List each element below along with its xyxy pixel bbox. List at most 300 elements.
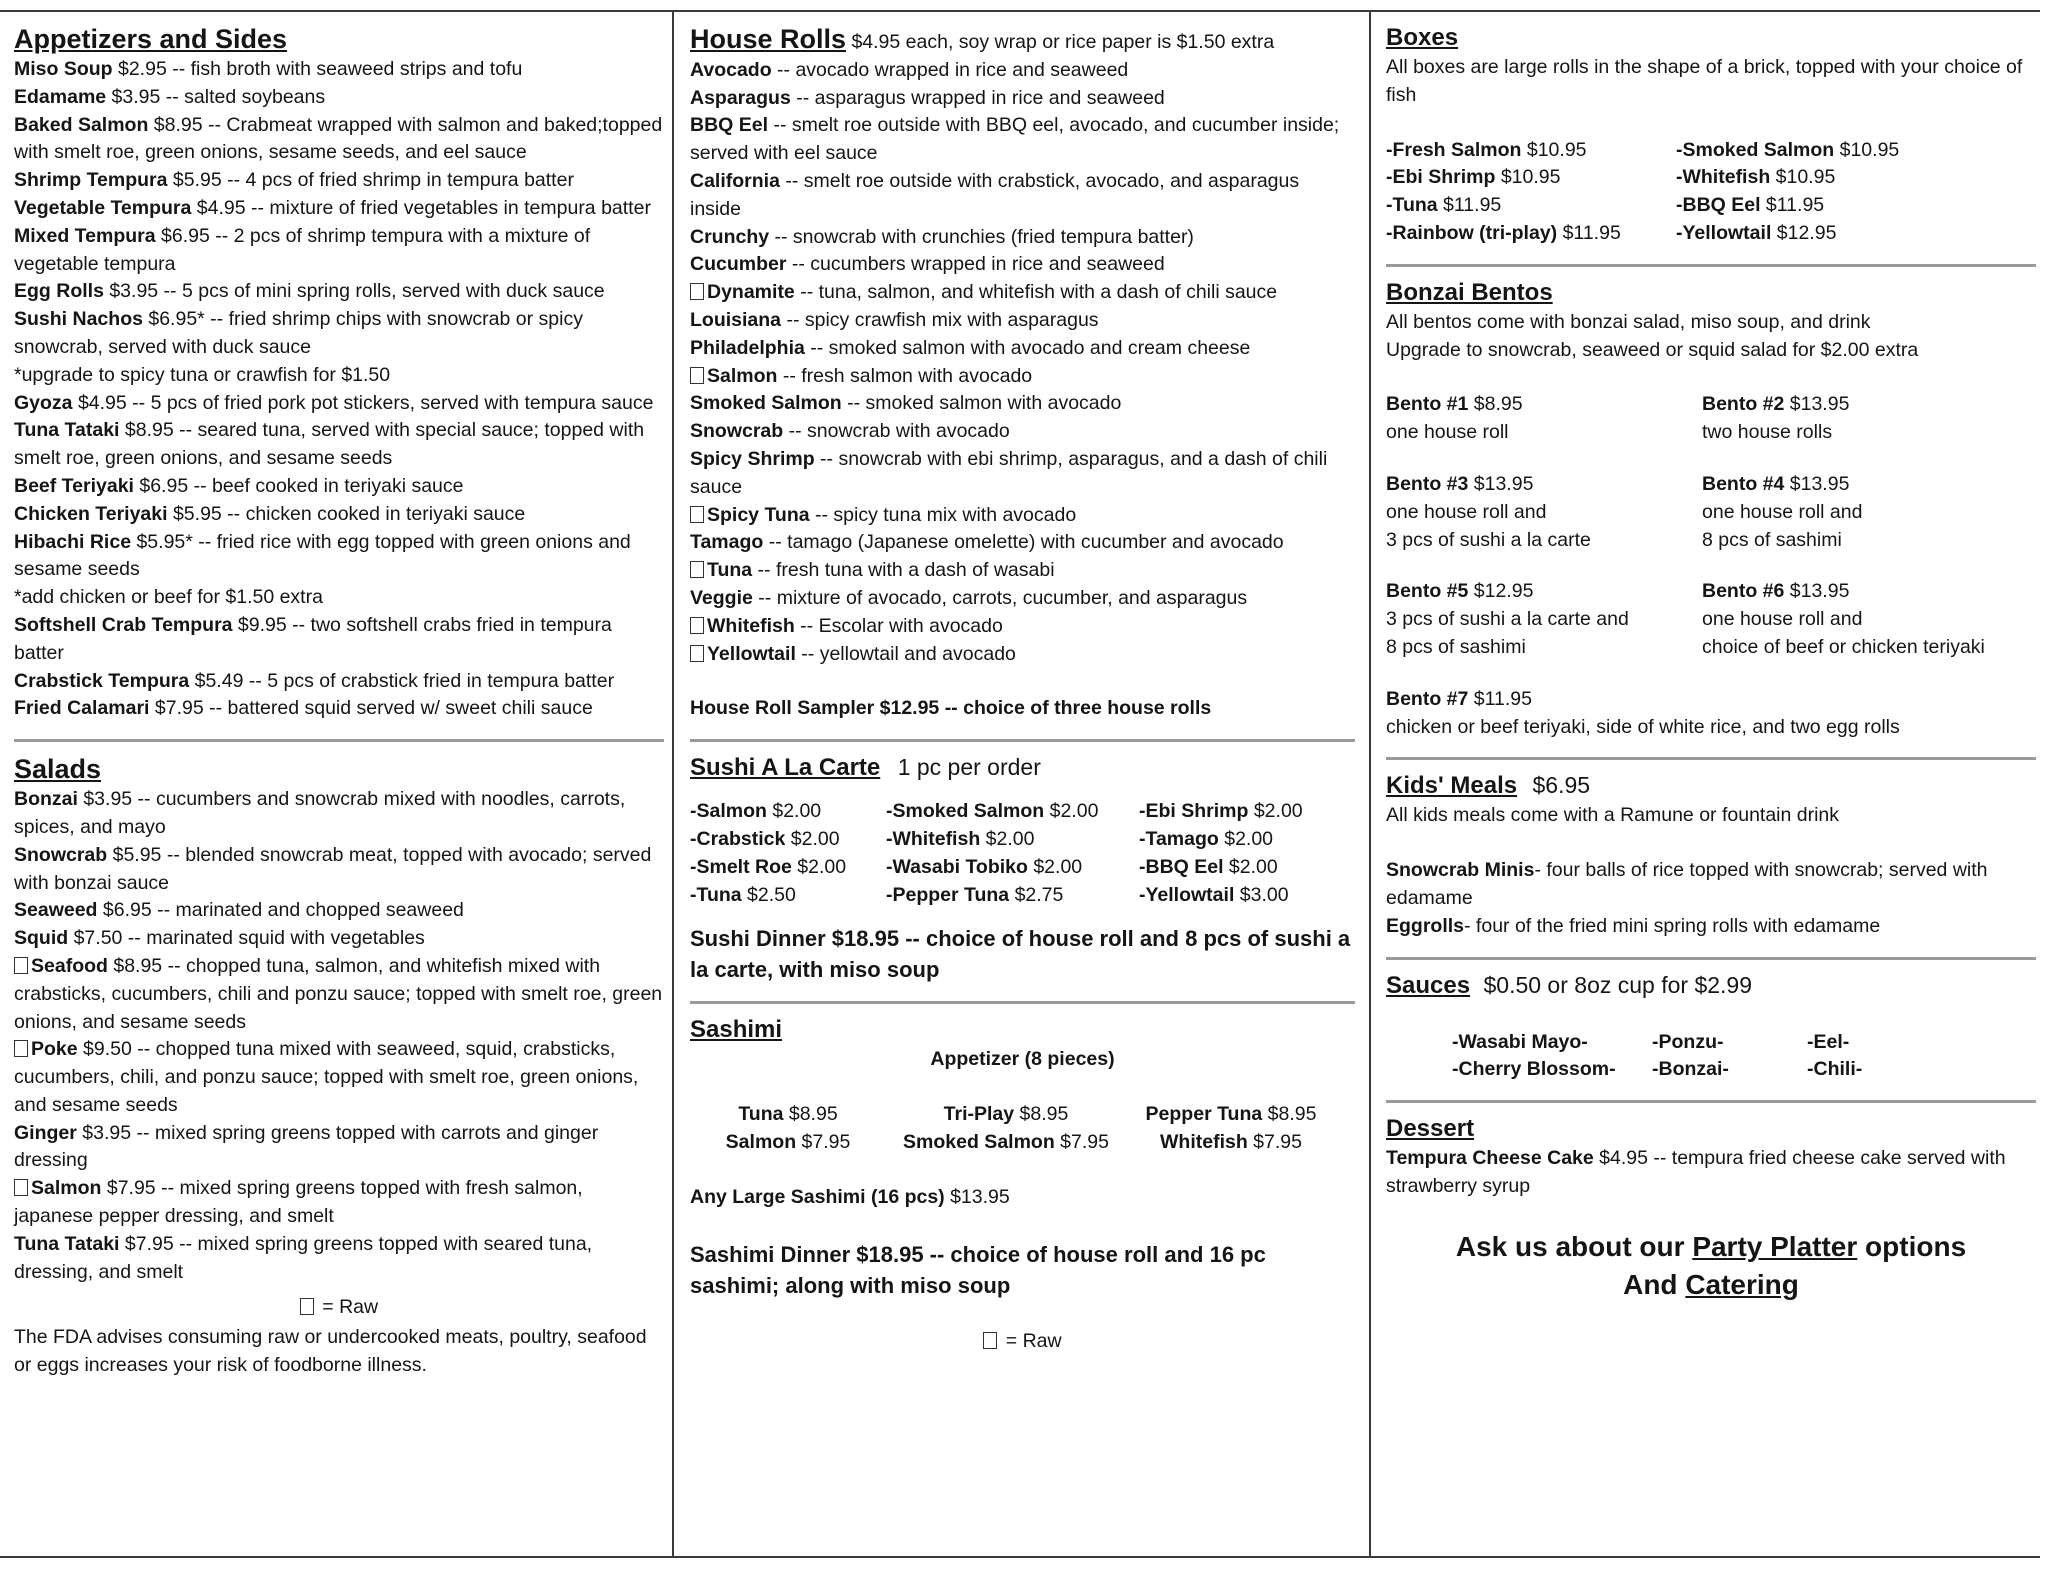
sashimi-item xyxy=(690,1129,886,1157)
item-description: $8.95 -- chopped tuna, salmon, and whitefish mixed with crabsticks, cucumbers, chili and ponzu sauce; topped with smelt roe, green onions, and sesame seeds xyxy=(14,954,663,1033)
right-column xyxy=(1386,22,2036,1304)
house-roll-item xyxy=(690,446,1355,502)
sashimi-item xyxy=(1126,1101,1336,1129)
item-name: Tuna Tataki xyxy=(14,419,120,442)
house-roll-item xyxy=(690,335,1355,363)
item-description: -- spicy crawfish mix with asparagus xyxy=(781,308,1099,331)
column-divider-left xyxy=(672,10,674,1556)
item-name: Bonzai xyxy=(14,788,78,811)
bento-7-price: $11.95 xyxy=(1468,687,1532,710)
appetizer-item xyxy=(14,584,664,612)
item-price: $2.75 xyxy=(1009,883,1064,906)
kids-meal-item xyxy=(1386,913,2036,941)
item-name: -BBQ Eel xyxy=(1676,194,1761,217)
item-price: $7.95 xyxy=(796,1130,851,1153)
item-name: -Rainbow (tri-play) xyxy=(1386,221,1558,244)
item-name: Poke xyxy=(31,1038,78,1061)
sashimi-dinner: Sashimi Dinner $18.95 -- choice of house roll and 16 pc sashimi; along with miso soup xyxy=(690,1241,1266,1298)
item-price: $3.00 xyxy=(1234,883,1289,906)
dessert-name: Tempura Cheese Cake xyxy=(1386,1147,1594,1170)
item-description: $8.95 -- seared tuna, served with special sauce; topped with smelt roe, green onions, and sesame seeds xyxy=(14,419,645,470)
item-name: Sushi Nachos xyxy=(14,308,143,331)
item-description: -- snowcrab with crunchies (fried tempura batter) xyxy=(769,225,1194,248)
item-name: Seafood xyxy=(31,954,108,977)
kids-description: All kids meals come with a Ramune or fountain drink xyxy=(1386,804,1840,827)
item-price: $10.95 xyxy=(1521,138,1587,161)
item-name: -Pepper Tuna xyxy=(886,883,1010,906)
section-divider xyxy=(690,1001,1355,1004)
kids-meal-item xyxy=(1386,857,2036,913)
salad-item xyxy=(14,1175,664,1231)
item-description: $4.95 -- 5 pcs of fried pork pot stickers, served with tempura sauce xyxy=(72,391,654,414)
bento-name: Bento #2 xyxy=(1702,393,1785,416)
bentos-description-1: All bentos come with bonzai salad, miso soup, and drink xyxy=(1386,310,1871,333)
item-name: Snowcrab Minis xyxy=(1386,859,1535,882)
item-description: -- smoked salmon with avocado and cream cheese xyxy=(804,336,1251,359)
sauce-grid xyxy=(1452,1029,2036,1085)
middle-column xyxy=(690,22,1355,1355)
party-platter-callout xyxy=(1386,1228,2036,1304)
raw-symbol-icon xyxy=(690,283,704,300)
house-roll-item xyxy=(690,363,1355,391)
sauce-item: -Bonzai- xyxy=(1652,1058,1729,1081)
item-name: Beef Teriyaki xyxy=(14,474,134,497)
item-description: -- cucumbers wrapped in rice and seaweed xyxy=(786,253,1165,276)
item-price: $2.00 xyxy=(980,827,1035,850)
item-name: Edamame xyxy=(14,85,107,108)
sashimi-item xyxy=(690,1101,886,1129)
bentos-description-2: Upgrade to snowcrab, seaweed or squid salad for $2.00 extra xyxy=(1386,338,1919,361)
item-name: -Smoked Salmon xyxy=(886,800,1045,823)
section-divider xyxy=(1386,957,2036,960)
alacarte-item xyxy=(1139,854,1339,882)
house-roll-item xyxy=(690,112,1355,168)
item-name: Salmon xyxy=(707,364,778,387)
item-description: $7.95 -- mixed spring greens topped with seared tuna, dressing, and smelt xyxy=(14,1232,593,1283)
appetizer-item xyxy=(14,278,664,306)
house-roll-item xyxy=(690,279,1355,307)
box-item xyxy=(1386,220,1676,248)
bento-item xyxy=(1386,471,1702,554)
bento-7-description: chicken or beef teriyaki, side of white rice, and two egg rolls xyxy=(1386,715,1900,738)
item-name: Baked Salmon xyxy=(14,113,149,136)
sashimi-title: Sashimi xyxy=(690,1016,783,1044)
dessert-desc: $4.95 -- tempura fried cheese cake served with strawberry syrup xyxy=(1386,1147,2006,1197)
appetizer-item xyxy=(14,167,664,195)
sauces-title: Sauces xyxy=(1386,971,1471,999)
item-price: $10.95 xyxy=(1495,166,1561,189)
raw-legend xyxy=(690,1328,1355,1356)
house-roll-item xyxy=(690,57,1355,85)
item-description: -- mixture of avocado, carrots, cucumber, and asparagus xyxy=(752,586,1248,609)
item-name: Hibachi Rice xyxy=(14,530,132,553)
item-price: $10.95 xyxy=(1834,138,1900,161)
appetizer-item xyxy=(14,417,664,473)
item-name: Whitefish xyxy=(707,614,795,637)
item-name: Miso Soup xyxy=(14,58,113,80)
item-name: BBQ Eel xyxy=(690,114,769,137)
item-price: $2.00 xyxy=(1027,855,1083,878)
raw-symbol-icon xyxy=(690,506,704,523)
raw-symbol-icon xyxy=(14,1040,28,1057)
item-name: Philadelphia xyxy=(690,336,805,359)
item-name: -Tamago xyxy=(1139,827,1219,850)
item-name: -BBQ Eel xyxy=(1139,855,1224,878)
dessert-item xyxy=(1386,1145,2036,1201)
bento-grid xyxy=(1386,391,2036,661)
appetizer-list xyxy=(14,56,664,723)
item-price: $8.95 xyxy=(783,1103,838,1126)
section-divider xyxy=(690,739,1355,742)
item-name: -Yellowtail xyxy=(1139,883,1235,906)
house-roll-item xyxy=(690,390,1355,418)
item-description: -- smelt roe outside with BBQ eel, avocado, and cucumber inside; served with eel sauce xyxy=(690,114,1340,165)
appetizer-item xyxy=(14,223,664,279)
bento-line-2: 3 pcs of sushi a la carte xyxy=(1386,528,1591,551)
box-item xyxy=(1676,192,1966,220)
bento-name: Bento #5 xyxy=(1386,580,1469,603)
appetizer-item xyxy=(14,112,664,168)
sashimi-item xyxy=(886,1101,1126,1129)
item-name: -Fresh Salmon xyxy=(1386,138,1522,161)
bento-name: Bento #6 xyxy=(1702,580,1785,603)
alacarte-item xyxy=(1139,826,1339,854)
item-description: $9.95 -- two softshell crabs fried in tempura batter xyxy=(14,613,612,664)
bento-name: Bento #3 xyxy=(1386,472,1469,495)
item-price: $11.95 xyxy=(1760,194,1825,217)
bento-header xyxy=(1386,471,1702,499)
item-name: Chicken Teriyaki xyxy=(14,502,168,525)
section-divider xyxy=(1386,264,2036,267)
alacarte-item xyxy=(886,854,1139,882)
kids-price: $6.95 xyxy=(1532,772,1591,799)
item-price: $12.95 xyxy=(1771,221,1837,244)
item-description: $5.95 -- blended snowcrab meat, topped with avocado; served with bonzai sauce xyxy=(14,843,652,894)
bento-item xyxy=(1702,578,2032,661)
bento-line-1: one house roll and xyxy=(1386,500,1547,523)
item-description: $5.95 -- 4 pcs of fried shrimp in tempura batter xyxy=(167,169,574,192)
house-roll-item xyxy=(690,641,1355,669)
item-description: -- tamago (Japanese omelette) with cucumber and avocado xyxy=(763,531,1284,554)
raw-symbol-icon xyxy=(690,617,704,634)
item-price: $11.95 xyxy=(1437,194,1502,217)
house-roll-item xyxy=(690,502,1355,530)
item-name: Louisiana xyxy=(690,308,782,331)
bento-header xyxy=(1702,471,2032,499)
house-roll-item xyxy=(690,85,1355,113)
bento-header xyxy=(1386,391,1702,419)
raw-symbol-icon xyxy=(690,561,704,578)
left-column xyxy=(14,22,664,1380)
bento-line-1: two house rolls xyxy=(1702,421,1833,444)
salad-item xyxy=(14,897,664,925)
large-sashimi xyxy=(690,1184,1355,1212)
large-sashimi-price: $13.95 xyxy=(944,1185,1010,1208)
item-price: $7.95 xyxy=(1054,1130,1109,1153)
bento-price: $13.95 xyxy=(1468,472,1534,495)
sauce-item: -Wasabi Mayo- xyxy=(1452,1030,1588,1053)
item-price: $7.95 xyxy=(1247,1130,1302,1153)
item-name: -Ebi Shrimp xyxy=(1386,166,1496,189)
item-description: $4.95 -- mixture of fried vegetables in tempura batter xyxy=(191,196,651,219)
appetizer-item xyxy=(14,306,664,362)
item-description: -- smelt roe outside with crabstick, avocado, and asparagus inside xyxy=(690,169,1300,220)
item-description: $6.95 -- beef cooked in teriyaki sauce xyxy=(133,474,464,497)
item-name: Asparagus xyxy=(690,86,791,109)
item-description: $8.95 -- Crabmeat wrapped with salmon and baked;topped with smelt roe, green onions, sesame seeds, and eel sauce xyxy=(14,113,663,164)
bento-header xyxy=(1386,578,1702,606)
alacarte-item xyxy=(1139,882,1339,910)
item-name: Ginger xyxy=(14,1121,77,1144)
box-item xyxy=(1676,137,1966,165)
item-description: $7.95 -- battered squid served w/ sweet chili sauce xyxy=(149,697,593,720)
item-name: Shrimp Tempura xyxy=(14,169,168,192)
item-description: -- tuna, salmon, and whitefish with a dash of chili sauce xyxy=(794,281,1278,304)
sauce-item: -Eel- xyxy=(1807,1030,1850,1053)
alacarte-item xyxy=(886,826,1139,854)
appetizer-item xyxy=(14,56,664,84)
item-name: Egg Rolls xyxy=(14,280,104,303)
item-name: -Wasabi Tobiko xyxy=(886,855,1028,878)
item-name: Smoked Salmon xyxy=(903,1130,1055,1153)
sauce-item: -Ponzu- xyxy=(1652,1030,1724,1053)
item-name: Tamago xyxy=(690,531,764,554)
house-roll-item xyxy=(690,529,1355,557)
item-price: $2.00 xyxy=(785,827,840,850)
bottom-border xyxy=(0,1556,2040,1558)
bento-item xyxy=(1386,391,1702,447)
item-name: -Ebi Shrimp xyxy=(1139,800,1249,823)
bento-line-1: one house roll and xyxy=(1702,608,1863,631)
sauces-header xyxy=(1386,970,2036,1002)
fda-warning: The FDA advises consuming raw or undercooked meats, poultry, seafood or eggs increases your risk of foodborne illness. xyxy=(14,1326,647,1377)
item-description: -- fresh tuna with a dash of wasabi xyxy=(752,559,1055,582)
item-name: Cucumber xyxy=(690,253,787,276)
item-name: Spicy Tuna xyxy=(707,503,810,526)
bento-header xyxy=(1702,391,2032,419)
item-description: -- asparagus wrapped in rice and seaweed xyxy=(790,86,1165,109)
salad-item xyxy=(14,786,664,842)
sauce-item: -Cherry Blossom- xyxy=(1452,1058,1616,1081)
house-roll-item xyxy=(690,224,1355,252)
appetizer-item xyxy=(14,501,664,529)
alacarte-item xyxy=(1139,798,1339,826)
top-border xyxy=(0,10,2040,12)
salad-item xyxy=(14,953,664,1036)
box-item xyxy=(1676,164,1966,192)
bento-line-1: 3 pcs of sushi a la carte and xyxy=(1386,608,1629,631)
house-roll-item xyxy=(690,168,1355,224)
item-price: $10.95 xyxy=(1770,166,1836,189)
bento-price: $13.95 xyxy=(1784,580,1850,603)
bento-item xyxy=(1702,391,2032,447)
raw-symbol-icon xyxy=(14,957,28,974)
bento-line-2: 8 pcs of sashimi xyxy=(1702,528,1842,551)
appetizer-item xyxy=(14,195,664,223)
house-roll-sampler: House Roll Sampler $12.95 -- choice of three house rolls xyxy=(690,697,1212,720)
item-description: - four balls of rice topped with snowcrab; served with edamame xyxy=(1386,859,1988,909)
salad-item xyxy=(14,925,664,953)
alacarte-subtitle: 1 pc per order xyxy=(897,754,1041,781)
bento-price: $8.95 xyxy=(1468,393,1523,416)
appetizer-item xyxy=(14,390,664,418)
sushi-dinner: Sushi Dinner $18.95 -- choice of house roll and 8 pcs of sushi a la carte, with miso soup xyxy=(690,926,1351,983)
boxes-grid xyxy=(1386,137,2036,248)
item-name: -Smelt Roe xyxy=(690,855,792,878)
item-description: $5.95* -- fried rice with egg topped with green onions and sesame seeds xyxy=(14,530,631,581)
boxes-description: All boxes are large rolls in the shape of a brick, topped with your choice of fish xyxy=(1386,56,2023,106)
section-divider xyxy=(1386,1100,2036,1103)
alacarte-header xyxy=(690,752,1355,784)
party-platter-link: Party Platter xyxy=(1692,1230,1858,1262)
item-description: $9.50 -- chopped tuna mixed with seaweed, squid, crabsticks, cucumbers, chili, and ponzu sauce; topped with smelt roe, green onions, and sesame seeds xyxy=(14,1038,639,1116)
sashimi-item xyxy=(886,1129,1126,1157)
item-description: $2.95 -- fish broth with seaweed strips and tofu xyxy=(112,58,523,80)
raw-legend-text: = Raw xyxy=(1005,1329,1062,1352)
raw-legend-text: = Raw xyxy=(322,1296,379,1319)
item-price: $8.95 xyxy=(1014,1103,1069,1126)
house-roll-item xyxy=(690,307,1355,335)
item-name: Crunchy xyxy=(690,225,770,248)
house-roll-item xyxy=(690,557,1355,585)
item-description: $3.95 -- salted soybeans xyxy=(106,85,326,108)
bento-header xyxy=(1702,578,2032,606)
appetizer-item xyxy=(14,362,664,390)
item-price: $2.00 xyxy=(1248,800,1303,823)
item-price: $8.95 xyxy=(1262,1103,1317,1126)
raw-legend xyxy=(14,1294,664,1322)
catering-link: Catering xyxy=(1685,1268,1799,1300)
house-rolls-header xyxy=(690,22,1355,57)
house-roll-item xyxy=(690,585,1355,613)
item-name: Tuna xyxy=(738,1103,784,1126)
bento-7 xyxy=(1386,686,2036,742)
bento-line-2: choice of beef or chicken teriyaki xyxy=(1702,635,1985,658)
salad-item xyxy=(14,1036,664,1119)
alacarte-item xyxy=(690,882,886,910)
item-description: -- fresh salmon with avocado xyxy=(777,364,1033,387)
item-description: -- smoked salmon with avocado xyxy=(841,392,1122,415)
boxes-title: Boxes xyxy=(1386,24,1459,51)
item-name: Veggie xyxy=(690,586,753,609)
item-description: - four of the fried mini spring rolls with edamame xyxy=(1464,914,1881,937)
item-description: $7.95 -- mixed spring greens topped with fresh salmon, japanese pepper dressing, and smelt xyxy=(14,1177,583,1228)
item-description: -- yellowtail and avocado xyxy=(795,642,1016,665)
item-name: -Smoked Salmon xyxy=(1676,138,1835,161)
bento-line-2: 8 pcs of sashimi xyxy=(1386,635,1526,658)
item-name: Whitefish xyxy=(1160,1130,1248,1153)
appetizer-item xyxy=(14,668,664,696)
item-name: Mixed Tempura xyxy=(14,224,156,247)
kids-list xyxy=(1386,857,2036,940)
item-description: $7.50 -- marinated squid with vegetables xyxy=(68,927,425,950)
salad-item xyxy=(14,1120,664,1176)
house-roll-item xyxy=(690,251,1355,279)
alacarte-item xyxy=(690,798,886,826)
item-description: $5.95 -- chicken cooked in teriyaki sauce xyxy=(167,502,526,525)
item-name: Pepper Tuna xyxy=(1145,1103,1263,1126)
alacarte-item xyxy=(690,854,886,882)
box-item xyxy=(1676,220,1966,248)
bento-line-1: one house roll and xyxy=(1702,500,1863,523)
item-name: -Tuna xyxy=(1386,194,1438,217)
item-name: Salmon xyxy=(31,1177,102,1200)
salads-title: Salads xyxy=(14,754,102,785)
bento-price: $12.95 xyxy=(1468,580,1534,603)
dessert-title: Dessert xyxy=(1386,1115,1475,1143)
raw-symbol-icon xyxy=(983,1332,997,1349)
house-roll-list xyxy=(690,57,1355,669)
appetizer-item xyxy=(14,529,664,585)
sauce-item: -Chili- xyxy=(1807,1058,1863,1081)
box-item xyxy=(1386,164,1676,192)
item-name: -Salmon xyxy=(690,800,767,823)
salad-item xyxy=(14,842,664,898)
box-item xyxy=(1386,192,1676,220)
item-name: Vegetable Tempura xyxy=(14,196,192,219)
sauces-price: $0.50 or 8oz cup for $2.99 xyxy=(1483,971,1753,998)
bento-item xyxy=(1702,471,2032,554)
item-price: $2.00 xyxy=(1218,827,1274,850)
appetizer-item xyxy=(14,612,664,668)
item-price: $2.00 xyxy=(766,800,822,823)
item-price: $2.00 xyxy=(791,855,847,878)
item-name: Snowcrab xyxy=(14,843,108,866)
item-description: $6.95 -- marinated and chopped seaweed xyxy=(97,899,464,922)
item-name: Eggrolls xyxy=(1386,914,1465,937)
item-description: $3.95 -- 5 pcs of mini spring rolls, served with duck sauce xyxy=(103,280,605,303)
salad-list xyxy=(14,786,664,1286)
raw-symbol-icon xyxy=(14,1179,28,1196)
large-sashimi-name: Any Large Sashimi (16 pcs) xyxy=(690,1185,945,1208)
item-name: Seaweed xyxy=(14,899,98,922)
item-name: Crabstick Tempura xyxy=(14,669,190,692)
house-rolls-title: House Rolls xyxy=(690,24,847,54)
kids-header xyxy=(1386,770,2036,802)
appetizers-title: Appetizers and Sides xyxy=(14,24,288,54)
kids-title: Kids' Meals xyxy=(1386,772,1518,800)
party-text-pre: Ask us about our xyxy=(1455,1230,1693,1262)
item-name: Spicy Shrimp xyxy=(690,447,815,470)
item-name: -Crabstick xyxy=(690,827,786,850)
party-text-post: options xyxy=(1857,1230,1967,1262)
alacarte-title: Sushi A La Carte xyxy=(690,754,881,782)
item-name: -Tuna xyxy=(690,883,742,906)
salad-item xyxy=(14,1231,664,1287)
item-name: -Whitefish xyxy=(1676,166,1771,189)
item-description: -- spicy tuna mix with avocado xyxy=(809,503,1077,526)
bento-name: Bento #4 xyxy=(1702,472,1785,495)
raw-symbol-icon xyxy=(690,367,704,384)
sashimi-appetizer-heading: Appetizer (8 pieces) xyxy=(930,1048,1115,1071)
alacarte-grid xyxy=(690,798,1355,909)
item-name: Smoked Salmon xyxy=(690,392,842,415)
item-name: -Whitefish xyxy=(886,827,981,850)
item-description: *add chicken or beef for $1.50 extra xyxy=(14,586,323,609)
appetizer-item xyxy=(14,473,664,501)
section-divider xyxy=(1386,757,2036,760)
item-price: $11.95 xyxy=(1557,221,1621,244)
item-description: $6.95* -- fried shrimp chips with snowcrab or spicy snowcrab, served with duck sauce xyxy=(14,308,583,358)
column-divider-right xyxy=(1369,10,1371,1556)
alacarte-item xyxy=(886,882,1139,910)
item-price: $2.00 xyxy=(1044,800,1099,823)
item-description: $6.95 -- 2 pcs of shrimp tempura with a mixture of vegetable tempura xyxy=(14,224,591,275)
item-name: -Yellowtail xyxy=(1676,221,1772,244)
item-name: California xyxy=(690,169,780,192)
item-name: Salmon xyxy=(725,1130,797,1153)
box-item xyxy=(1386,137,1676,165)
